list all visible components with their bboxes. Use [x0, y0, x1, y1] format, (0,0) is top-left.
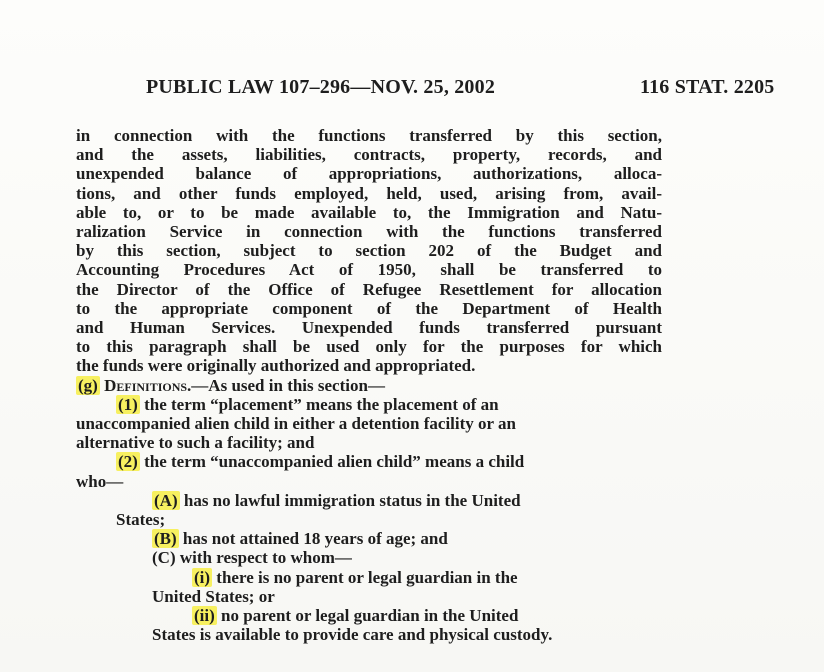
- item1-line1: [76, 395, 662, 414]
- page-header: [146, 76, 806, 102]
- paragraph-line: to this paragraph shall be used only for the purposes for which: [76, 337, 662, 357]
- header-statute-page: 116 STAT. 2205: [640, 76, 775, 98]
- statute-body: [76, 126, 662, 644]
- itemA-line1: [76, 491, 662, 510]
- item1-line2: unaccompanied alien child in either a detention facility or an: [76, 414, 516, 434]
- marker-ii: (ii): [194, 606, 215, 626]
- item2-text1: the term “unaccompanied alien child” means a child: [139, 452, 525, 472]
- itemii-line1: [76, 606, 662, 625]
- marker-C: (C): [152, 548, 176, 568]
- itemi-text1: there is no parent or legal guardian in the: [212, 567, 518, 587]
- paragraph-line: by this section, subject to section 202 of the Budget and: [76, 241, 662, 261]
- paragraph-line: ralization Service in connection with the functions transferred: [76, 222, 662, 242]
- item2-line2: who—: [76, 471, 124, 491]
- paragraph-line: to the appropriate component of the Department of Health: [76, 298, 662, 318]
- itemB-line: [76, 529, 662, 548]
- itemA-text1: has no lawful immigration status in the United: [179, 490, 521, 510]
- paragraph-line: and the assets, liabilities, contracts, property, records, and: [76, 145, 662, 165]
- paragraph-line: and Human Services. Unexpended funds transferred pursuant: [76, 318, 662, 338]
- itemii-text1: no parent or legal guardian in the United: [216, 606, 519, 626]
- marker-2: (2): [118, 452, 138, 472]
- header-law-citation: PUBLIC LAW 107–296—NOV. 25, 2002: [146, 76, 496, 98]
- paragraph-line: in connection with the functions transferred by this section,: [76, 126, 662, 145]
- marker-g: (g): [78, 375, 98, 395]
- itemi-line1: [76, 568, 662, 587]
- marker-B: (B): [154, 529, 177, 549]
- paragraph-line: the funds were originally authorized and appropriated.: [76, 356, 476, 376]
- itemC-line: [76, 548, 662, 567]
- paragraph-line: tions, and other funds employed, held, used, arising from, avail-: [76, 183, 662, 203]
- paragraph-line: the Director of the Office of Refugee Resettlement for allocation: [76, 279, 662, 299]
- itemi-line2: United States; or: [152, 586, 275, 606]
- paragraph-line: able to, or to be made available to, the Immigration and Natu-: [76, 202, 662, 222]
- marker-1: (1): [118, 394, 138, 414]
- paragraph-line: Accounting Procedures Act of 1950, shall be transferred to: [76, 260, 662, 280]
- paragraph-funds-transfer: [76, 126, 662, 376]
- itemC-text: with respect to whom—: [175, 548, 352, 568]
- paragraph-line: unexpended balance of appropriations, authorizations, alloca-: [76, 164, 662, 184]
- itemA-line2: States;: [116, 510, 166, 530]
- definitions-heading-line: [76, 376, 662, 395]
- itemB-text: has not attained 18 years of age; and: [178, 529, 448, 549]
- item1-text1: the term “placement” means the placement of an: [139, 394, 499, 414]
- marker-A: (A): [154, 490, 178, 510]
- definitions-intro: .—As used in this section—: [187, 375, 385, 395]
- marker-i: (i): [194, 567, 211, 587]
- itemii-line2: States is available to provide care and physical custody.: [152, 625, 553, 645]
- item2-line1: [76, 452, 662, 471]
- definitions-heading: Definitions: [104, 375, 188, 395]
- item1-line3: alternative to such a facility; and: [76, 433, 315, 453]
